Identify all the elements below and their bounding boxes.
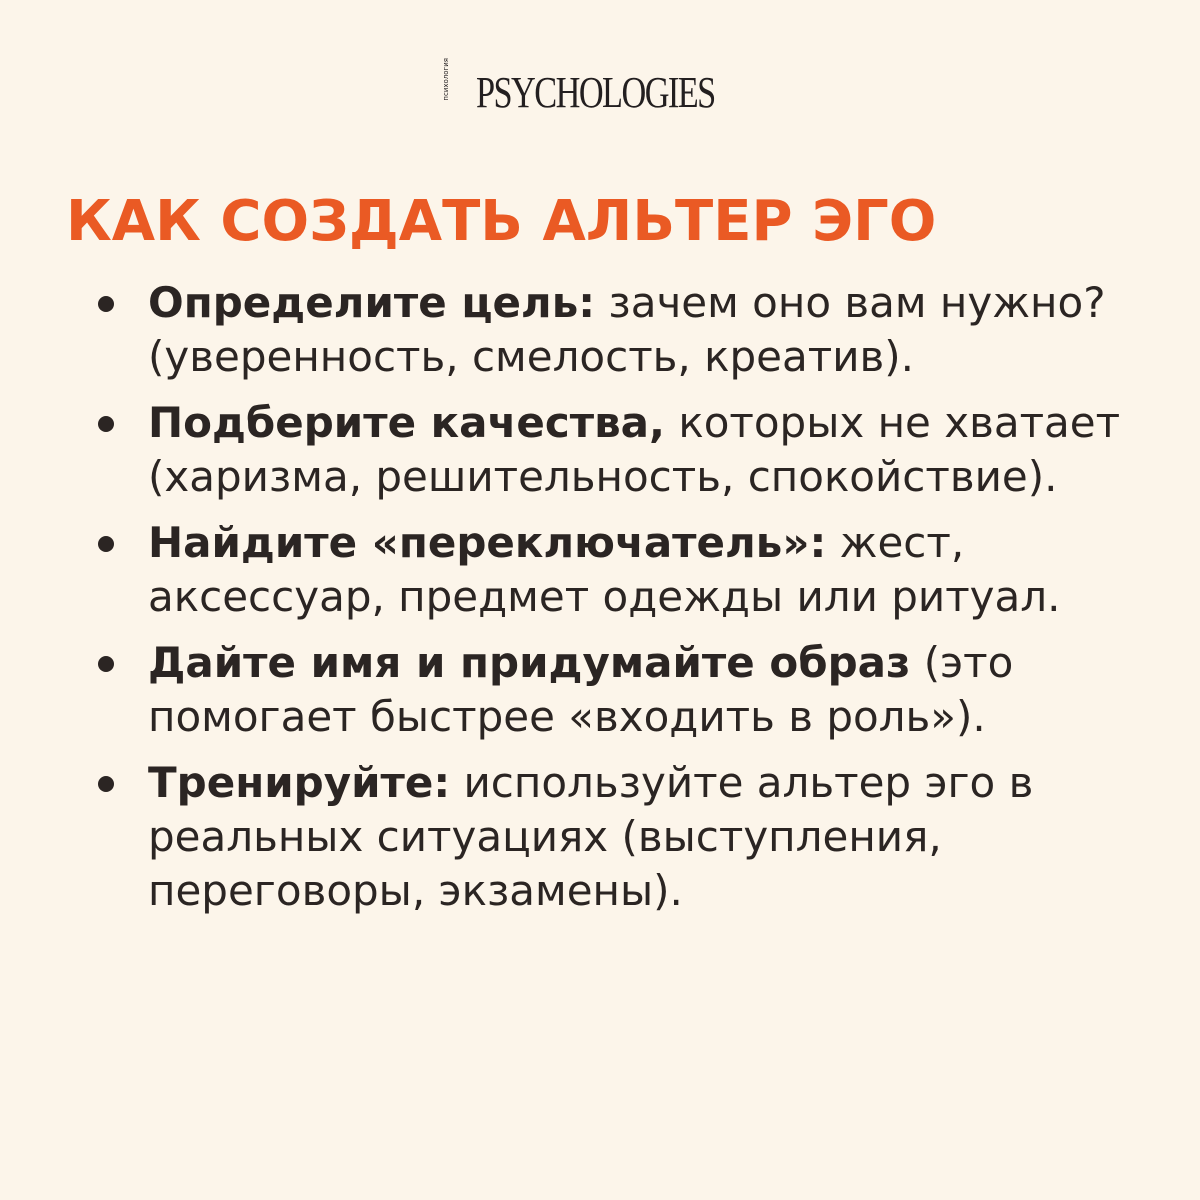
bullet-icon: [98, 656, 114, 672]
list-item: [96, 396, 1156, 504]
bullet-icon: [98, 296, 114, 312]
page-title: КАК СОЗДАТЬ АЛЬТЕР ЭГО: [66, 189, 937, 254]
bullet-icon: [98, 536, 114, 552]
bullet-icon: [98, 416, 114, 432]
list-item: [96, 636, 1156, 744]
list-item: [96, 516, 1156, 624]
bullet-icon: [98, 776, 114, 792]
item-text: используйте альтер эго в реальных ситуациях (выступления, переговоры, экзамены).: [148, 758, 1034, 915]
logo-small-text: психология: [441, 58, 450, 101]
logo-wordmark: PSYCHOLOGIES: [475, 67, 715, 117]
psychologies-logo: [0, 58, 1200, 121]
tips-list: [96, 276, 1156, 930]
item-text: которых не хватает (харизма, решительность, спокойствие).: [148, 398, 1121, 501]
list-item: [96, 756, 1156, 918]
item-heading: Определите цель:: [148, 278, 596, 327]
item-text: (это помогает быстрее «входить в роль»).: [148, 638, 1014, 741]
list-item: [96, 276, 1156, 384]
item-text: зачем оно вам нужно? (уверенность, смелость, креатив).: [148, 278, 1106, 381]
item-text: жест, аксессуар, предмет одежды или ритуал.: [148, 518, 1061, 621]
item-heading: Найдите «переключатель»:: [148, 518, 827, 567]
item-heading: Дайте имя и придумайте образ: [148, 638, 911, 687]
item-heading: Тренируйте:: [148, 758, 451, 807]
item-heading: Подберите качества,: [148, 398, 665, 447]
